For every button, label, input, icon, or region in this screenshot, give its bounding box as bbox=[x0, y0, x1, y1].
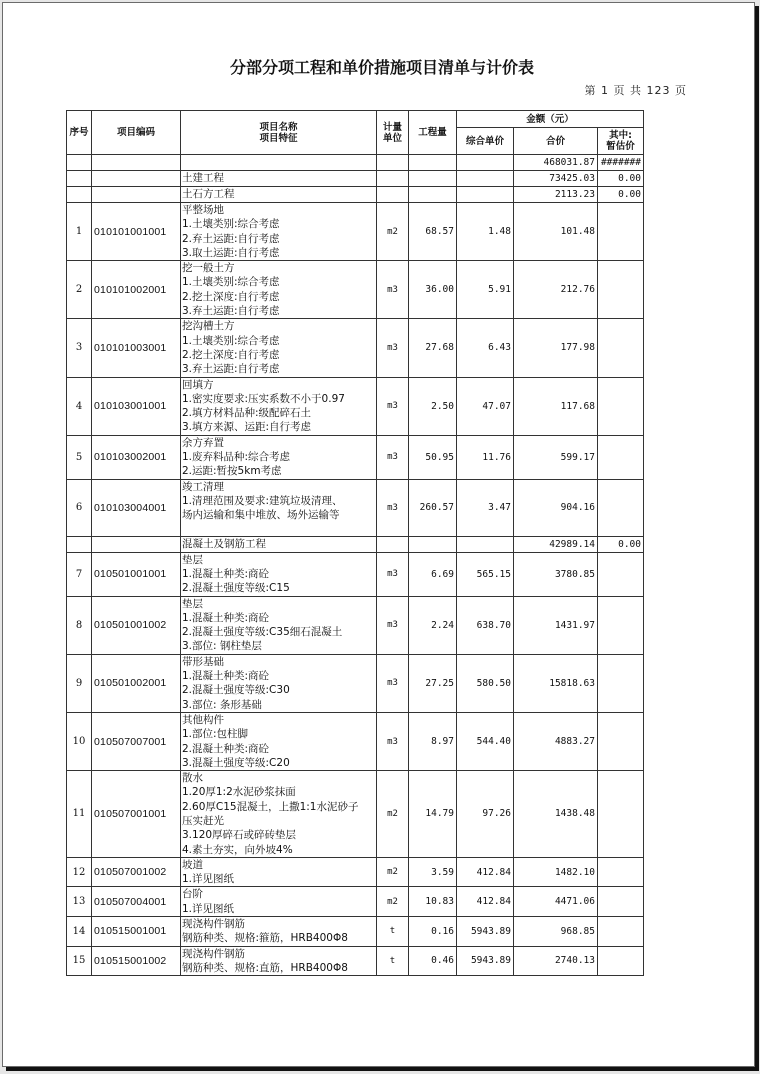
header-provisional-line2: 暂估价 bbox=[606, 141, 635, 152]
item-provisional bbox=[598, 946, 644, 976]
header-unit-line1: 计量 bbox=[382, 121, 402, 133]
item-total: 904.16 bbox=[514, 479, 598, 536]
item-total: 177.98 bbox=[514, 319, 598, 377]
header-name-line1: 项目名称 bbox=[259, 121, 298, 133]
item-total: 1438.48 bbox=[514, 771, 598, 858]
item-provisional bbox=[598, 887, 644, 917]
item-quantity: 36.00 bbox=[409, 261, 457, 319]
item-total: 15818.63 bbox=[514, 654, 598, 712]
item-provisional bbox=[598, 917, 644, 947]
item-description: 垫层 1.混凝土种类:商砼 2.混凝土强度等级:C35细石混凝土 3.部位: 钢柱垫层 bbox=[181, 596, 377, 654]
item-code: 010515001001 bbox=[92, 917, 181, 947]
item-code: 010103004001 bbox=[92, 479, 181, 536]
item-provisional bbox=[598, 261, 644, 319]
document-page bbox=[2, 2, 755, 1067]
item-description: 台阶 1.详见图纸 bbox=[181, 887, 377, 917]
summary-provisional: 0.00 bbox=[598, 536, 644, 552]
item-seq: 12 bbox=[67, 857, 92, 887]
item-code: 010507007001 bbox=[92, 712, 181, 770]
summary-provisional: 0.00 bbox=[598, 187, 644, 203]
table-row bbox=[67, 946, 644, 976]
item-provisional bbox=[598, 479, 644, 536]
table-row bbox=[67, 261, 644, 319]
item-provisional bbox=[598, 654, 644, 712]
item-seq: 7 bbox=[67, 552, 92, 596]
item-unit-price: 11.76 bbox=[457, 435, 514, 479]
item-total: 212.76 bbox=[514, 261, 598, 319]
item-seq: 2 bbox=[67, 261, 92, 319]
item-description: 回填方 1.密实度要求:压实系数不小于0.97 2.填方材料品种:级配碎石土 3.填方来源、运距:自行考虑 bbox=[181, 377, 377, 435]
item-seq: 10 bbox=[67, 712, 92, 770]
item-provisional bbox=[598, 771, 644, 858]
table-body bbox=[67, 155, 644, 976]
item-total: 1431.97 bbox=[514, 596, 598, 654]
item-quantity: 10.83 bbox=[409, 887, 457, 917]
summary-row-concrete bbox=[67, 536, 644, 552]
item-quantity: 14.79 bbox=[409, 771, 457, 858]
item-description: 竣工清理 1.清理范围及要求:建筑垃圾清理、 场内运输和集中堆放、场外运输等 bbox=[181, 479, 377, 536]
document-title: 分部分项工程和单价措施项目清单与计价表 bbox=[229, 58, 534, 77]
item-code: 010501002001 bbox=[92, 654, 181, 712]
item-seq: 6 bbox=[67, 479, 92, 536]
header-amount-group: 金额（元） bbox=[457, 111, 644, 128]
header-provisional bbox=[598, 128, 644, 155]
item-provisional bbox=[598, 552, 644, 596]
summary-name: 土石方工程 bbox=[181, 187, 377, 203]
item-unit: m3 bbox=[377, 435, 409, 479]
item-description: 垫层 1.混凝土种类:商砼 2.混凝土强度等级:C15 bbox=[181, 552, 377, 596]
item-seq: 8 bbox=[67, 596, 92, 654]
header-name-line2: 项目特征 bbox=[259, 132, 298, 144]
summary-provisional: ####### bbox=[598, 155, 644, 171]
item-unit-price: 565.15 bbox=[457, 552, 514, 596]
table-row bbox=[67, 917, 644, 947]
item-unit-price: 3.47 bbox=[457, 479, 514, 536]
item-seq: 9 bbox=[67, 654, 92, 712]
item-total: 599.17 bbox=[514, 435, 598, 479]
item-quantity: 2.50 bbox=[409, 377, 457, 435]
item-code: 010501001001 bbox=[92, 552, 181, 596]
item-unit: m3 bbox=[377, 596, 409, 654]
header-total: 合价 bbox=[514, 128, 598, 155]
item-quantity: 6.69 bbox=[409, 552, 457, 596]
item-quantity: 50.95 bbox=[409, 435, 457, 479]
item-unit: m3 bbox=[377, 654, 409, 712]
summary-total: 468031.87 bbox=[514, 155, 598, 171]
item-provisional bbox=[598, 596, 644, 654]
item-description: 挖沟槽土方 1.土壤类别:综合考虑 2.挖土深度:自行考虑 3.弃土运距:自行考虑 bbox=[181, 319, 377, 377]
item-unit-price: 580.50 bbox=[457, 654, 514, 712]
item-quantity: 68.57 bbox=[409, 203, 457, 261]
item-code: 010507001002 bbox=[92, 857, 181, 887]
item-total: 2740.13 bbox=[514, 946, 598, 976]
item-unit: t bbox=[377, 946, 409, 976]
item-seq: 3 bbox=[67, 319, 92, 377]
item-quantity: 27.68 bbox=[409, 319, 457, 377]
item-total: 968.85 bbox=[514, 917, 598, 947]
item-unit-price: 544.40 bbox=[457, 712, 514, 770]
summary-total: 73425.03 bbox=[514, 171, 598, 187]
bill-of-quantities-table bbox=[66, 110, 644, 976]
summary-row-grand-total bbox=[67, 155, 644, 171]
item-code: 010501001002 bbox=[92, 596, 181, 654]
item-unit: m3 bbox=[377, 479, 409, 536]
summary-provisional: 0.00 bbox=[598, 171, 644, 187]
summary-name: 混凝土及钢筋工程 bbox=[181, 536, 377, 552]
table-row bbox=[67, 435, 644, 479]
item-unit: m3 bbox=[377, 261, 409, 319]
item-description: 带形基础 1.混凝土种类:商砼 2.混凝土强度等级:C30 3.部位: 条形基础 bbox=[181, 654, 377, 712]
item-unit: m2 bbox=[377, 771, 409, 858]
item-unit-price: 1.48 bbox=[457, 203, 514, 261]
summary-total: 2113.23 bbox=[514, 187, 598, 203]
item-provisional bbox=[598, 712, 644, 770]
table-row bbox=[67, 319, 644, 377]
table-row bbox=[67, 479, 644, 536]
item-provisional bbox=[598, 857, 644, 887]
item-unit-price: 5.91 bbox=[457, 261, 514, 319]
table-row bbox=[67, 712, 644, 770]
summary-name bbox=[181, 155, 377, 171]
item-description: 其他构件 1.部位:包柱脚 2.混凝土种类:商砼 3.混凝土强度等级:C20 bbox=[181, 712, 377, 770]
header-seq: 序号 bbox=[67, 111, 92, 155]
item-provisional bbox=[598, 377, 644, 435]
item-total: 4471.06 bbox=[514, 887, 598, 917]
table-row bbox=[67, 377, 644, 435]
item-quantity: 3.59 bbox=[409, 857, 457, 887]
table-row bbox=[67, 203, 644, 261]
item-code: 010101003001 bbox=[92, 319, 181, 377]
item-code: 010507004001 bbox=[92, 887, 181, 917]
header-code: 项目编码 bbox=[92, 111, 181, 155]
item-description: 余方弃置 1.废弃料品种:综合考虑 2.运距:暂按5km考虑 bbox=[181, 435, 377, 479]
item-seq: 4 bbox=[67, 377, 92, 435]
item-provisional bbox=[598, 435, 644, 479]
header-unit-price: 综合单价 bbox=[457, 128, 514, 155]
item-unit: m3 bbox=[377, 319, 409, 377]
table-row bbox=[67, 596, 644, 654]
header-name bbox=[181, 111, 377, 155]
item-code: 010103001001 bbox=[92, 377, 181, 435]
summary-row-civil-works bbox=[67, 171, 644, 187]
item-code: 010507001001 bbox=[92, 771, 181, 858]
summary-total: 42989.14 bbox=[514, 536, 598, 552]
item-description: 挖一般土方 1.土壤类别:综合考虑 2.挖土深度:自行考虑 3.弃土运距:自行考虑 bbox=[181, 261, 377, 319]
item-unit: t bbox=[377, 917, 409, 947]
item-seq: 5 bbox=[67, 435, 92, 479]
header-quantity: 工程量 bbox=[409, 111, 457, 155]
summary-row-earthwork bbox=[67, 187, 644, 203]
header-provisional-line1: 其中: bbox=[609, 130, 632, 141]
item-total: 3780.85 bbox=[514, 552, 598, 596]
item-seq: 15 bbox=[67, 946, 92, 976]
header-unit-line2: 单位 bbox=[382, 132, 402, 144]
item-seq: 11 bbox=[67, 771, 92, 858]
item-quantity: 27.25 bbox=[409, 654, 457, 712]
item-total: 4883.27 bbox=[514, 712, 598, 770]
item-code: 010515001002 bbox=[92, 946, 181, 976]
item-code: 010101002001 bbox=[92, 261, 181, 319]
item-unit: m3 bbox=[377, 552, 409, 596]
item-description: 散水 1.20厚1:2水泥砂浆抹面 2.60厚C15混凝土，上撒1:1水泥砂子 压实赶光 3.120厚碎石或碎砖垫层 4.素土夯实，向外坡4% bbox=[181, 771, 377, 858]
table-row bbox=[67, 771, 644, 858]
item-quantity: 8.97 bbox=[409, 712, 457, 770]
table-row bbox=[67, 857, 644, 887]
item-seq: 1 bbox=[67, 203, 92, 261]
item-unit-price: 638.70 bbox=[457, 596, 514, 654]
item-unit-price: 412.84 bbox=[457, 887, 514, 917]
item-description: 现浇构件钢筋 钢筋种类、规格:直筋，HRB400Φ8 bbox=[181, 946, 377, 976]
item-quantity: 2.24 bbox=[409, 596, 457, 654]
item-description: 平整场地 1.土壤类别:综合考虑 2.弃土运距:自行考虑 3.取土运距:自行考虑 bbox=[181, 203, 377, 261]
item-unit-price: 412.84 bbox=[457, 857, 514, 887]
item-quantity: 260.57 bbox=[409, 479, 457, 536]
item-unit: m3 bbox=[377, 377, 409, 435]
page-indicator: 第 1 页 共 123 页 bbox=[584, 84, 687, 97]
item-unit: m2 bbox=[377, 203, 409, 261]
item-unit-price: 97.26 bbox=[457, 771, 514, 858]
item-description: 现浇构件钢筋 钢筋种类、规格:箍筋，HRB400Φ8 bbox=[181, 917, 377, 947]
item-total: 101.48 bbox=[514, 203, 598, 261]
table-row bbox=[67, 654, 644, 712]
item-unit-price: 6.43 bbox=[457, 319, 514, 377]
item-unit: m2 bbox=[377, 857, 409, 887]
item-quantity: 0.16 bbox=[409, 917, 457, 947]
item-provisional bbox=[598, 319, 644, 377]
item-code: 010101001001 bbox=[92, 203, 181, 261]
item-unit-price: 5943.89 bbox=[457, 946, 514, 976]
table-row bbox=[67, 552, 644, 596]
item-unit: m3 bbox=[377, 712, 409, 770]
item-unit-price: 47.07 bbox=[457, 377, 514, 435]
item-provisional bbox=[598, 203, 644, 261]
summary-name: 土建工程 bbox=[181, 171, 377, 187]
item-description: 坡道 1.详见图纸 bbox=[181, 857, 377, 887]
header-unit bbox=[377, 111, 409, 155]
item-unit: m2 bbox=[377, 887, 409, 917]
item-code: 010103002001 bbox=[92, 435, 181, 479]
item-seq: 14 bbox=[67, 917, 92, 947]
item-seq: 13 bbox=[67, 887, 92, 917]
item-total: 117.68 bbox=[514, 377, 598, 435]
table-row bbox=[67, 887, 644, 917]
item-quantity: 0.46 bbox=[409, 946, 457, 976]
item-unit-price: 5943.89 bbox=[457, 917, 514, 947]
item-total: 1482.10 bbox=[514, 857, 598, 887]
